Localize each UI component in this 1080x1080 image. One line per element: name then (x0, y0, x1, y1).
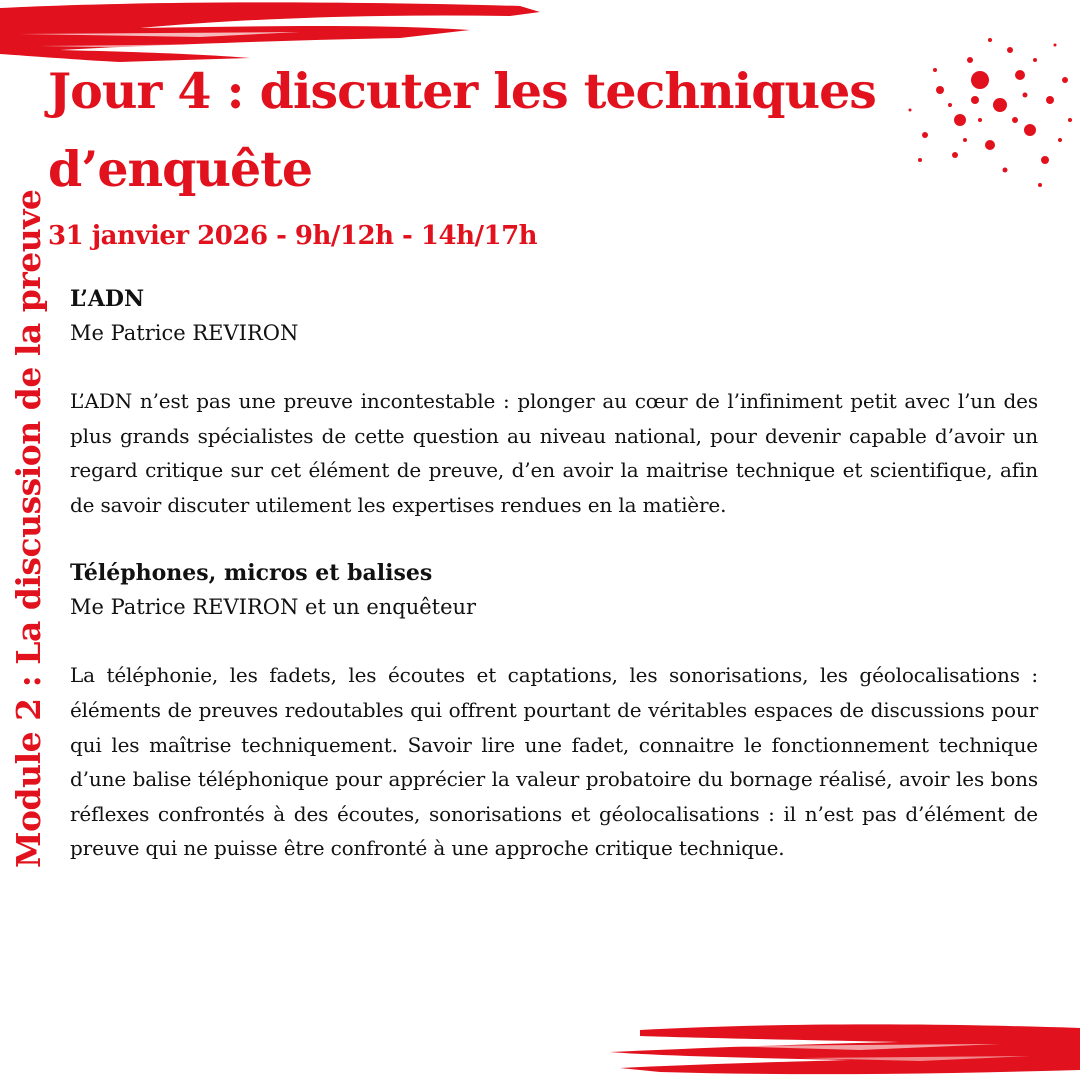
ink-splatter (880, 20, 1080, 200)
section-telephones (70, 556, 1038, 866)
brush-stroke-bottom (600, 1010, 1080, 1080)
section-body: L’ADN n’est pas une preuve incontestable : plonger au cœur de l’infiniment petit avec l’un des plus grands spécialistes de cette question au niveau national, pour devenir capable d’avoir un regard critique sur cet élément de preuve, d’en avoir la maitrise technique et scientifique, afin de savoir discuter utilement les expertises rendues en la matière. (70, 389, 1038, 517)
content-area (70, 282, 1038, 900)
section-body: La téléphonie, les fadets, les écoutes et captations, les sonorisations, les géolocalisations : éléments de preuves redoutables qui offrent pourtant de véritables espaces de discussions pour qui les maîtrise techniquement. Savoir lire une fadet, connaitre le fonctionnement technique d’une balise téléphonique pour apprécier la valeur probatoire du bornage réalisé, avoir les bons réflexes confrontés à des écoutes, sonorisations et géolocalisations : il n’est pas d’élément de preuve qui ne puisse être confronté à une approche critique technique. (70, 663, 1038, 861)
section-adn (70, 282, 1038, 522)
module-side-title: Module 2 : La discussion de la preuve (9, 189, 48, 868)
section-title: L’ADN (70, 286, 145, 312)
section-title: Téléphones, micros et balises (70, 560, 433, 587)
session-date: 31 janvier 2026 - 9h/12h - 14h/17h (48, 221, 538, 251)
section-speaker: Me Patrice REVIRON (70, 321, 299, 345)
page-title: Jour 4 : discuter les techniques d’enquête (48, 62, 876, 198)
section-speaker: Me Patrice REVIRON et un enquêteur (70, 595, 477, 620)
